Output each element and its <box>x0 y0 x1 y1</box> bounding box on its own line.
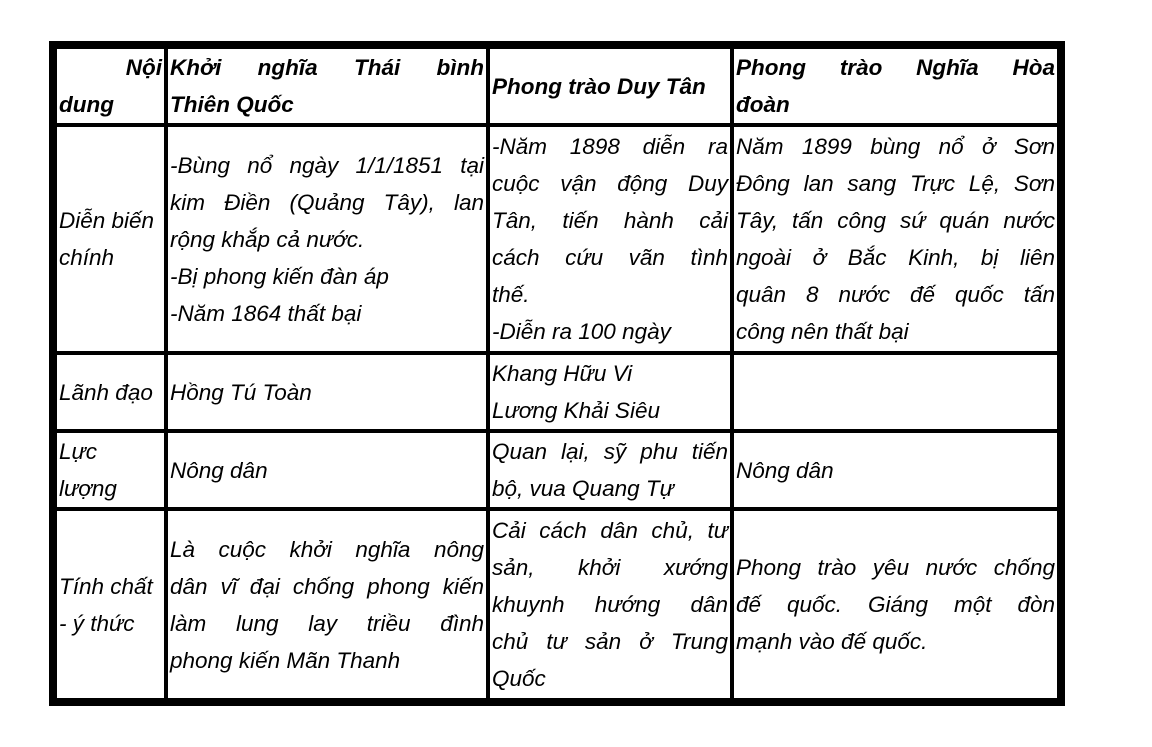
table-row-forces <box>57 433 1057 507</box>
cell-boxer-leaders <box>734 355 1057 429</box>
header-row <box>57 49 1057 123</box>
header-line: Khởi nghĩa Thái bình <box>170 55 484 81</box>
cell-line: Là cuộc khởi nghĩa nông <box>170 536 484 562</box>
header-line: Phong trào Duy Tân <box>492 73 706 99</box>
header-line: Thiên Quốc <box>170 92 294 118</box>
cell-boxer-forces <box>734 433 1057 507</box>
header-line: đoàn <box>736 92 790 118</box>
table-row-events <box>57 127 1057 351</box>
cell-line: -Diễn ra 100 ngày <box>492 319 671 345</box>
cell-line: -Năm 1898 diễn ra <box>492 134 728 160</box>
row-label-line: Lãnh đạo <box>59 379 153 405</box>
comparison-table-frame <box>49 41 1065 706</box>
cell-boxer-nature <box>734 511 1057 698</box>
header-line: Nội <box>125 55 162 81</box>
cell-line: ngoài ở Bắc Kinh, bị liên <box>736 245 1055 271</box>
row-label-forces <box>57 433 164 507</box>
cell-taiping-nature <box>168 511 486 698</box>
cell-line: Quan lại, sỹ phu tiến <box>492 439 728 465</box>
cell-line: kim Điền (Quảng Tây), lan <box>170 189 484 215</box>
row-label-line: chính <box>59 245 115 271</box>
cell-line: Quốc <box>492 666 546 692</box>
cell-line: làm lung lay triều đình <box>170 610 484 636</box>
cell-line: quân 8 nước đế quốc tấn <box>736 282 1055 308</box>
cell-duy-tan-events <box>490 127 730 351</box>
header-cell-taiping <box>168 49 486 123</box>
cell-line: Nông dân <box>736 457 834 483</box>
cell-line: Tân, tiến hành cải <box>492 208 728 234</box>
cell-taiping-events <box>168 127 486 351</box>
comparison-table <box>53 45 1061 702</box>
cell-line: công nên thất bại <box>736 319 909 345</box>
cell-line: Đông lan sang Trực Lệ, Sơn <box>736 171 1055 197</box>
cell-taiping-leaders <box>168 355 486 429</box>
header-cell-duy-tan <box>490 49 730 123</box>
cell-line: cuộc vận động Duy <box>492 171 728 197</box>
row-label-nature <box>57 511 164 698</box>
row-label-events <box>57 127 164 351</box>
cell-line: Phong trào yêu nước chống <box>736 555 1055 581</box>
cell-boxer-events <box>734 127 1057 351</box>
row-label-line: Diễn biến <box>59 208 155 234</box>
cell-line: phong kiến Mãn Thanh <box>170 647 401 673</box>
cell-line: dân vĩ đại chống phong kiến <box>170 573 484 599</box>
cell-line: đế quốc. Giáng một đòn <box>736 592 1055 618</box>
cell-duy-tan-forces <box>490 433 730 507</box>
header-line: Phong trào Nghĩa Hòa <box>736 55 1055 81</box>
cell-line: Cải cách dân chủ, tư <box>492 518 728 544</box>
row-label-leaders <box>57 355 164 429</box>
cell-line: Năm 1899 bùng nổ ở Sơn <box>736 134 1055 160</box>
cell-line: Nông dân <box>170 457 268 483</box>
header-cell-boxer <box>734 49 1057 123</box>
cell-line: thế. <box>492 282 530 308</box>
cell-line: khuynh hướng dân <box>492 592 728 618</box>
row-label-line: - ý thức <box>59 610 135 636</box>
cell-line: cách cứu vãn tình <box>492 245 728 271</box>
cell-line: -Bùng nổ ngày 1/1/1851 tại <box>170 152 484 178</box>
row-label-line: lượng <box>59 476 117 502</box>
header-line: dung <box>59 92 114 118</box>
cell-duy-tan-leaders <box>490 355 730 429</box>
cell-line: rộng khắp cả nước. <box>170 226 365 252</box>
cell-line: -Bị phong kiến đàn áp <box>170 263 389 289</box>
cell-line: bộ, vua Quang Tự <box>492 476 674 502</box>
cell-line: chủ tư sản ở Trung <box>492 629 728 655</box>
row-label-line: Tính chất <box>59 573 153 599</box>
row-label-line: Lực <box>59 439 98 465</box>
cell-taiping-forces <box>168 433 486 507</box>
cell-line: Khang Hữu Vi <box>492 361 633 387</box>
table-row-leaders <box>57 355 1057 429</box>
cell-line: mạnh vào đế quốc. <box>736 629 928 655</box>
header-cell-content <box>57 49 164 123</box>
cell-line: sản, khởi xướng <box>492 555 728 581</box>
cell-line: Lương Khải Siêu <box>492 398 660 424</box>
cell-line: -Năm 1864 thất bại <box>170 300 362 326</box>
cell-line: Tây, tấn công sứ quán nước <box>736 208 1055 234</box>
table-row-nature <box>57 511 1057 698</box>
cell-duy-tan-nature <box>490 511 730 698</box>
cell-line: Hồng Tú Toàn <box>170 379 312 405</box>
